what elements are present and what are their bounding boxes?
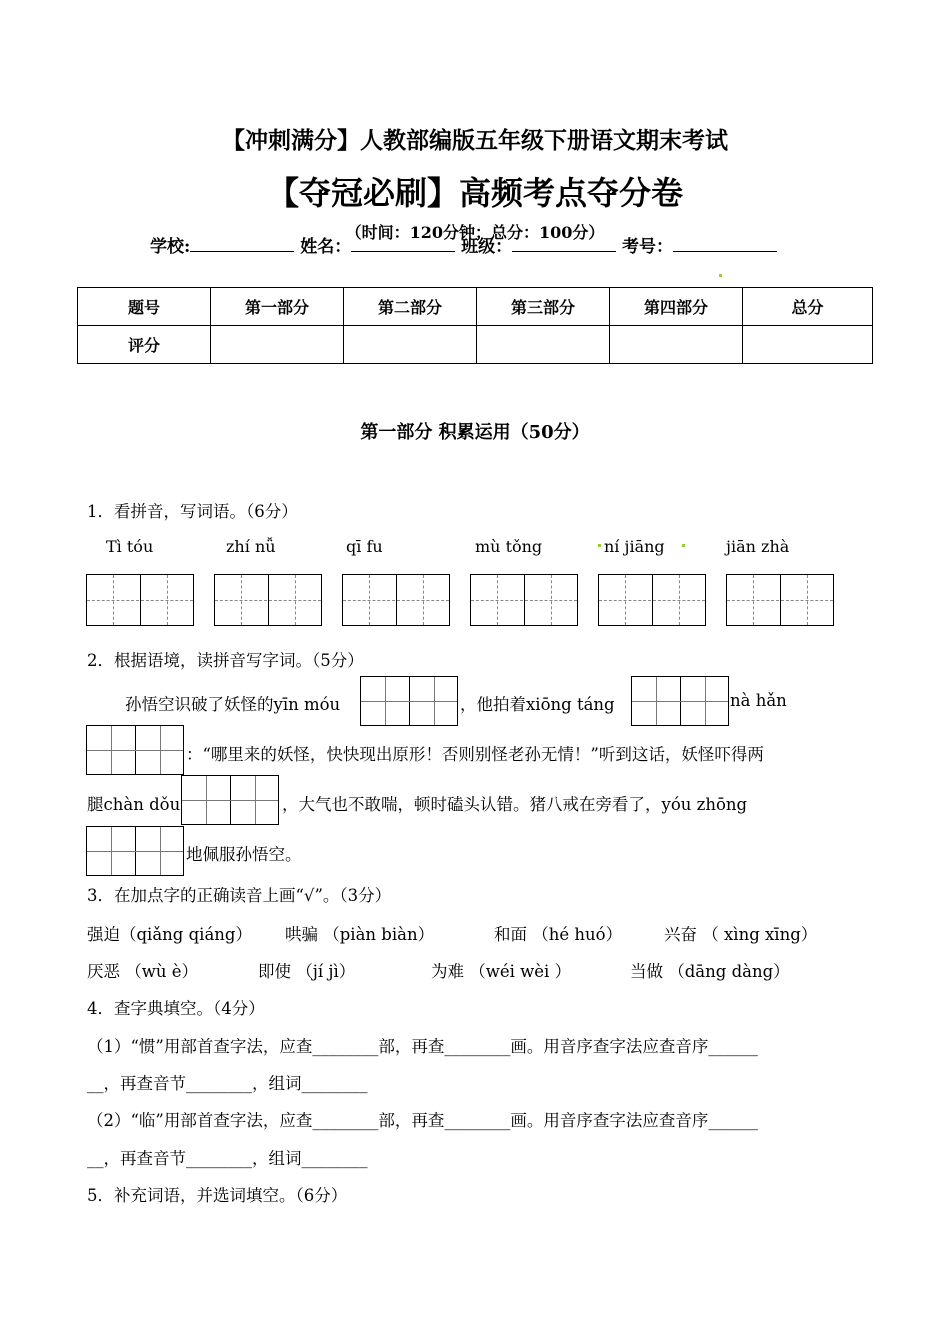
score-table-header-row	[78, 288, 873, 326]
exam-title-line1: 【冲刺满分】人教部编版五年级下册语文期末考试	[222, 127, 728, 154]
fill-in-line[interactable]: （1）“惯”用部首查字法，应查________部，再查________画。用音序查字法应查音序______	[87, 1037, 758, 1056]
pinyin-label: jiān zhà	[726, 537, 790, 556]
score-table-score-row	[78, 326, 873, 364]
answer-box[interactable]	[86, 826, 184, 876]
marker-dot	[598, 544, 601, 547]
pinyin-label: Tì tóu	[106, 537, 154, 556]
reading-option[interactable]: 当做 （dāng dàng）	[630, 962, 790, 981]
writing-grid[interactable]	[214, 574, 322, 626]
student-info-row	[150, 232, 777, 257]
score-input-cell[interactable]	[344, 326, 477, 364]
question-1-prompt: 1．看拼音，写词语。（6分）	[87, 502, 298, 521]
table-cell: 总分	[743, 288, 873, 326]
time-info: （时间：120分钟；总分：100分）	[345, 223, 605, 242]
marker-dot	[719, 274, 722, 277]
passage-text: ，大气也不敢喘，顿时磕头认错。猪八戒在旁看了，yóu zhōng	[282, 795, 748, 814]
fill-in-line[interactable]: __，再查音节________，组词________	[87, 1074, 368, 1093]
reading-option[interactable]: 和面 （hé huó）	[494, 925, 623, 944]
table-cell: 第二部分	[344, 288, 477, 326]
exam-no-label: 考号：	[622, 237, 674, 257]
score-input-cell[interactable]	[743, 326, 873, 364]
exam-no-field[interactable]	[673, 235, 777, 252]
passage-text: ，他拍着xiōng táng	[460, 695, 615, 714]
score-input-cell[interactable]	[211, 326, 344, 364]
pinyin-label: ní jiāng	[604, 537, 665, 556]
pinyin-label: mù tǒng	[475, 537, 543, 556]
table-cell: 第三部分	[477, 288, 610, 326]
class-label: 班级：	[461, 237, 513, 257]
passage-text: nà hǎn	[730, 691, 787, 710]
school-label: 学校:	[150, 237, 191, 257]
table-cell: 第四部分	[610, 288, 743, 326]
passage-text: 腿chàn dǒu	[87, 795, 181, 814]
answer-box[interactable]	[631, 676, 729, 726]
question-4-prompt: 4．查字典填空。（4分）	[87, 999, 265, 1018]
writing-grid[interactable]	[598, 574, 706, 626]
answer-box[interactable]	[360, 676, 458, 726]
reading-option[interactable]: 强迫（qiǎng qiáng）	[87, 925, 252, 944]
section-title: 第一部分 积累运用（50分）	[360, 422, 590, 443]
score-input-cell[interactable]	[477, 326, 610, 364]
reading-option[interactable]: 哄骗 （piàn biàn）	[285, 925, 435, 944]
table-cell: 评分	[78, 326, 211, 364]
writing-grid[interactable]	[726, 574, 834, 626]
school-field[interactable]	[190, 235, 294, 252]
reading-option[interactable]: 即使 （jí jì）	[258, 962, 356, 981]
reading-option[interactable]: 兴奋 （ xìng xīng）	[664, 925, 818, 944]
writing-grid[interactable]	[470, 574, 578, 626]
reading-option[interactable]: 为难 （wéi wèi ）	[431, 962, 572, 981]
name-field[interactable]	[351, 235, 455, 252]
exam-title-line2: 【夺冠必刷】高频考点夺分卷	[266, 174, 683, 212]
fill-in-line[interactable]: __，再查音节________，组词________	[87, 1149, 368, 1168]
question-5-prompt: 5．补充词语，并选词填空。（6分）	[87, 1186, 348, 1205]
marker-dot	[682, 544, 685, 547]
name-label: 姓名：	[300, 237, 352, 257]
answer-box[interactable]	[181, 775, 279, 825]
score-table	[77, 287, 873, 364]
answer-box[interactable]	[86, 725, 184, 775]
passage-text: 地佩服孙悟空。	[186, 845, 302, 864]
fill-in-line[interactable]: （2）“临”用部首查字法，应查________部，再查________画。用音序查字法应查音序______	[87, 1111, 758, 1130]
table-cell: 题号	[78, 288, 211, 326]
table-cell: 第一部分	[211, 288, 344, 326]
passage-text: ：“哪里来的妖怪，快快现出原形！否则别怪老孙无情！”听到这话，妖怪吓得两	[186, 745, 764, 764]
pinyin-label: zhí nǚ	[226, 537, 276, 556]
passage-text: 孙悟空识破了妖怪的yīn móu	[125, 695, 341, 714]
question-3-prompt: 3．在加点字的正确读音上画“√”。（3分）	[87, 886, 392, 905]
class-field[interactable]	[512, 235, 616, 252]
reading-option[interactable]: 厌恶 （wù è）	[87, 962, 199, 981]
question-2-prompt: 2．根据语境，读拼音写字词。（5分）	[87, 651, 364, 670]
writing-grid[interactable]	[342, 574, 450, 626]
writing-grid[interactable]	[86, 574, 194, 626]
score-input-cell[interactable]	[610, 326, 743, 364]
pinyin-label: qī fu	[346, 537, 383, 556]
